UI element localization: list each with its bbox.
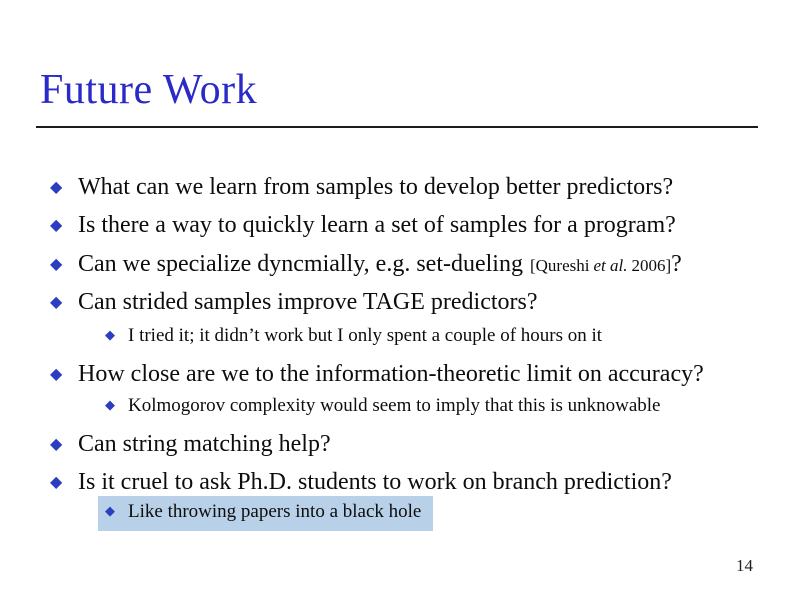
highlighted-sub-bullet	[98, 496, 433, 531]
sub-bullet-item	[0, 394, 800, 419]
bullet-item	[0, 210, 800, 243]
bullet-item	[0, 359, 800, 392]
citation-text: [Qureshi	[529, 256, 590, 275]
bullet-text: Can string matching help?	[78, 431, 331, 457]
diamond-bullet-icon: ◆	[105, 327, 115, 342]
bullet-item	[0, 249, 800, 282]
sub-bullet-text: Kolmogorov complexity would seem to imply that this is unknowable	[128, 395, 661, 416]
sub-bullet-text: I tried it; it didn’t work but I only spent a couple of hours on it	[128, 325, 603, 346]
bullet-text: Can strided samples improve TAGE predictors?	[78, 289, 538, 315]
citation-et-al: et al.	[593, 256, 628, 275]
diamond-bullet-icon: ◆	[50, 436, 63, 453]
diamond-bullet-icon: ◆	[50, 366, 63, 383]
bullet-text: Can we specialize dyncmially, e.g. set-dueling	[78, 251, 523, 277]
bullet-text: Is there a way to quickly learn a set of samples for a program?	[78, 212, 676, 238]
bullet-text: How close are we to the information-theoretic limit on accuracy?	[78, 361, 704, 387]
diamond-bullet-icon: ◆	[50, 256, 63, 273]
diamond-bullet-icon: ◆	[105, 397, 115, 412]
diamond-bullet-icon: ◆	[50, 179, 63, 196]
bullet-text: What can we learn from samples to develop better predictors?	[78, 174, 674, 200]
citation-year: 2006]	[631, 256, 672, 275]
bullet-item	[0, 287, 800, 320]
diamond-bullet-icon: ◆	[50, 217, 63, 234]
diamond-bullet-icon: ◆	[50, 294, 63, 311]
diamond-bullet-icon: ◆	[50, 474, 63, 491]
diamond-bullet-icon: ◆	[105, 503, 115, 518]
sub-bullet-item	[0, 324, 800, 349]
bullet-text-tail: ?	[671, 251, 682, 277]
bullet-item	[0, 172, 800, 205]
page-number: 14	[736, 556, 753, 575]
bullet-item	[0, 429, 800, 462]
sub-bullet-item	[0, 496, 800, 531]
bullet-text: Is it cruel to ask Ph.D. students to work on branch prediction?	[78, 469, 672, 495]
sub-bullet-text: Like throwing papers into a black hole	[128, 501, 422, 522]
page-title: Future Work	[40, 67, 258, 113]
title-underline	[36, 126, 758, 128]
